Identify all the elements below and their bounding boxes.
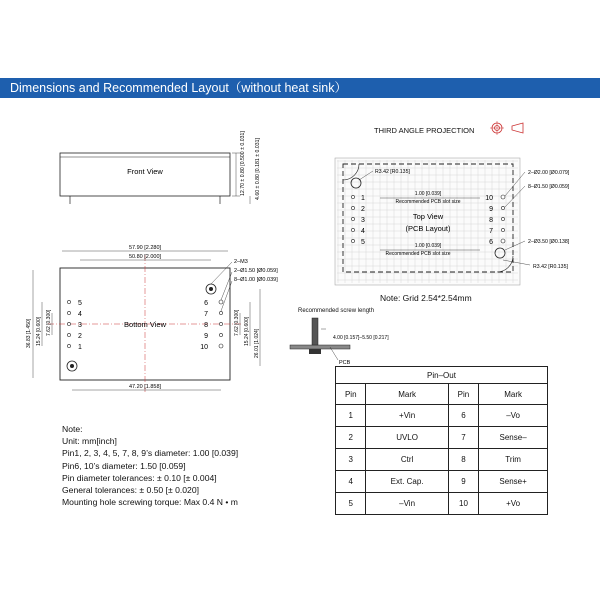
bottom-left-center-dim: 7.62 [0.300] [46,309,52,336]
pin-cell: 6 [448,405,478,427]
mark-cell: Trim [479,449,548,471]
mark-cell: UVLO [366,427,448,449]
pin-cell: 9 [448,471,478,493]
bottom-right-height-dim: 26.01 [1.024] [254,328,260,358]
pinout-header: Pin [336,384,366,405]
mark-cell: Ext. Cap. [366,471,448,493]
pinout-table [335,366,548,515]
pcb-board [290,345,350,349]
note-line: Pin6, 10’s diameter: 1.50 [0.059] [62,460,186,471]
pin-cell: 2 [336,427,366,449]
bottom-right-pin-label: 7 [204,311,208,318]
front-view-pin-dim: 4.60 ± 0.80 [0.181 ± 0.031] [255,138,261,200]
top-slot-dim: 1.00 [0.039] [414,191,442,197]
bottom-right-pin-label: 6 [204,300,208,307]
mark-cell: –Vo [479,405,548,427]
note-line: Pin diameter tolerances: ± 0.10 [± 0.004] [62,472,217,483]
top-slot-label: Recommended PCB slot size [395,199,461,205]
table-row [336,493,548,515]
note-line: Unit: mm[inch] [62,436,117,447]
projection-label: THIRD ANGLE PROJECTION [374,126,475,135]
bottom-outer-width-dim: 57.90 [2.280] [128,245,162,251]
bottom-height-dim: 36.83 [1.450] [26,318,32,348]
callout-m3: 2–M3 [234,259,248,265]
top-radius-label: R3.42 [R0.135] [375,169,410,175]
top-left-pin-label: 5 [361,239,365,246]
mark-cell: +Vin [366,405,448,427]
bottom-mount-width-dim: 50.80 [2.000] [128,254,162,260]
bottom-right-pin-label: 10 [200,344,208,351]
mark-cell: –Vin [366,493,448,515]
bottom-right-pin-label: 9 [204,333,208,340]
table-row [336,427,548,449]
pinout-header: Mark [366,384,448,405]
table-row [336,471,548,493]
callout-hole-small: 2–Ø2.00 [Ø0.079] [528,170,570,176]
top-left-pin-label: 1 [361,195,365,202]
callout-pin-small: 8–Ø1.00 [Ø0.039] [234,277,278,283]
mark-cell: Sense+ [479,471,548,493]
bottom-slot-label: Recommended PCB slot size [385,251,451,257]
mark-cell: +Vo [479,493,548,515]
pin-cell: 4 [336,471,366,493]
top-right-pin-label: 8 [489,217,493,224]
front-view-label: Front View [127,167,163,176]
bottom-radius-label: R3.42 [R0.135] [533,264,568,270]
front-view-height-dim: 12.70 ± 0.80 [0.500 ± 0.031] [240,131,246,196]
mark-cell: Sense– [479,427,548,449]
top-left-pin-label: 3 [361,217,365,224]
top-left-pin-label: 2 [361,206,365,213]
screw-shaft-icon [312,318,318,345]
table-row [336,405,548,427]
bottom-left-pitch-dim: 15.24 [0.600] [36,316,42,346]
table-row [336,449,548,471]
callout-hole-large: 2–Ø3.50 [Ø0.138] [528,239,570,245]
bottom-right-center-dim: 7.62 [0.300] [234,309,240,336]
bottom-left-pin-label: 5 [78,300,82,307]
top-view [335,158,570,285]
screw-length-label: Recommended screw length [298,308,375,314]
pin-cell: 7 [448,427,478,449]
bottom-left-pin-label: 1 [78,344,82,351]
bottom-left-pin-label: 2 [78,333,82,340]
bottom-left-pin-label: 4 [78,311,82,318]
top-right-pin-label: 7 [489,228,493,235]
page-title: Dimensions and Recommended Layout（without heat sink） [10,81,347,95]
front-view [60,131,261,204]
top-view-label: Top View [412,212,444,221]
callout-pin-large: 2–Ø1.50 [Ø0.059] [234,268,278,274]
pcb-label: PCB [339,360,351,366]
bottom-view [26,245,278,392]
bottom-view-label: Bottom View [124,320,166,329]
screw-diagram [290,318,389,366]
bottom-bottom-dim: 47.20 [1.858] [128,384,162,390]
pinout-header: Mark [479,384,548,405]
pin-cell: 1 [336,405,366,427]
bottom-right-pin-label: 8 [204,322,208,329]
pin-cell: 10 [448,493,478,515]
pinout-header: Pin [448,384,478,405]
note-line: Mounting hole screwing torque: Max 0.4 N • m [62,497,238,508]
screw-head-icon [309,349,321,354]
bottom-slot-dim: 1.00 [0.039] [414,243,442,249]
top-view-sublabel: (PCB Layout) [405,224,451,233]
grid-note: Note: Grid 2.54*2.54mm [380,293,472,303]
top-right-pin-label: 10 [485,195,493,202]
bottom-right-pitch-dim: 15.24 [0.600] [244,316,250,346]
pin-cell: 3 [336,449,366,471]
top-right-pin-label: 9 [489,206,493,213]
notes-title: Note: [62,424,83,434]
note-line: General tolerances: ± 0.50 [± 0.020] [62,485,199,496]
mark-cell: Ctrl [366,449,448,471]
top-right-pin-label: 6 [489,239,493,246]
screw-length-dim: 4.00 [0.157]–5.50 [0.217] [333,335,389,341]
bottom-left-pin-label: 3 [78,322,82,329]
top-left-pin-label: 4 [361,228,365,235]
note-line: Pin1, 2, 3, 4, 5, 7, 8, 9’s diameter: 1.00 [0.039] [62,448,239,459]
pin-cell: 8 [448,449,478,471]
callout-pin-small-top: 8–Ø1.50 [Ø0.059] [528,184,570,190]
pin-cell: 5 [336,493,366,515]
notes-block [62,423,238,508]
pinout-title: Pin–Out [336,367,548,384]
